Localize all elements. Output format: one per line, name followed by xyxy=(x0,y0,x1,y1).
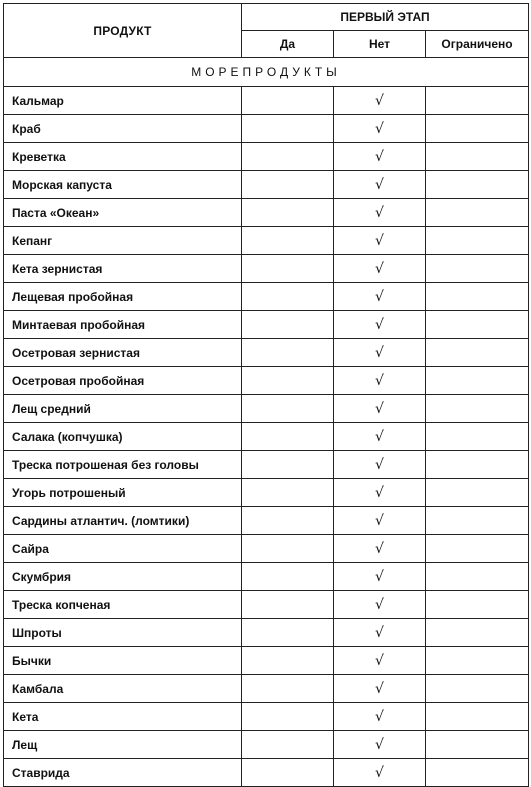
product-name-cell: Ставрида xyxy=(4,759,242,787)
yes-cell xyxy=(242,759,334,787)
yes-cell xyxy=(242,535,334,563)
limited-cell xyxy=(426,535,529,563)
yes-cell xyxy=(242,423,334,451)
table-row xyxy=(4,703,529,731)
limited-cell xyxy=(426,647,529,675)
no-cell: √ xyxy=(334,647,426,675)
no-cell: √ xyxy=(334,339,426,367)
yes-cell xyxy=(242,619,334,647)
table-row xyxy=(4,339,529,367)
no-cell: √ xyxy=(334,703,426,731)
header-limited: Ограничено xyxy=(426,31,529,58)
product-name-cell: Кета xyxy=(4,703,242,731)
no-cell: √ xyxy=(334,255,426,283)
product-name-cell: Салака (копчушка) xyxy=(4,423,242,451)
limited-cell xyxy=(426,227,529,255)
no-cell: √ xyxy=(334,143,426,171)
limited-cell xyxy=(426,395,529,423)
yes-cell xyxy=(242,143,334,171)
no-cell: √ xyxy=(334,479,426,507)
product-name-cell: Лещ xyxy=(4,731,242,759)
product-name-cell: Угорь потрошеный xyxy=(4,479,242,507)
no-cell: √ xyxy=(334,591,426,619)
no-cell: √ xyxy=(334,395,426,423)
yes-cell xyxy=(242,367,334,395)
document-page xyxy=(3,3,529,787)
product-name-cell: Сайра xyxy=(4,535,242,563)
yes-cell xyxy=(242,115,334,143)
limited-cell xyxy=(426,283,529,311)
no-cell: √ xyxy=(334,619,426,647)
header-product: ПРОДУКТ xyxy=(4,4,242,58)
no-cell: √ xyxy=(334,759,426,787)
table-row xyxy=(4,591,529,619)
table-row xyxy=(4,451,529,479)
limited-cell xyxy=(426,255,529,283)
table-row xyxy=(4,199,529,227)
limited-cell xyxy=(426,367,529,395)
table-row xyxy=(4,507,529,535)
yes-cell xyxy=(242,507,334,535)
no-cell: √ xyxy=(334,87,426,115)
table-row xyxy=(4,227,529,255)
limited-cell xyxy=(426,731,529,759)
product-stage-table xyxy=(3,3,529,787)
limited-cell xyxy=(426,171,529,199)
no-cell: √ xyxy=(334,563,426,591)
limited-cell xyxy=(426,311,529,339)
yes-cell xyxy=(242,479,334,507)
product-name-cell: Краб xyxy=(4,115,242,143)
product-name-cell: Шпроты xyxy=(4,619,242,647)
product-name-cell: Треска потрошеная без головы xyxy=(4,451,242,479)
no-cell: √ xyxy=(334,171,426,199)
yes-cell xyxy=(242,675,334,703)
yes-cell xyxy=(242,283,334,311)
table-row xyxy=(4,675,529,703)
yes-cell xyxy=(242,731,334,759)
table-row xyxy=(4,619,529,647)
no-cell: √ xyxy=(334,283,426,311)
table-row xyxy=(4,311,529,339)
yes-cell xyxy=(242,703,334,731)
limited-cell xyxy=(426,507,529,535)
yes-cell xyxy=(242,87,334,115)
header-first-stage: ПЕРВЫЙ ЭТАП xyxy=(242,4,529,31)
limited-cell xyxy=(426,143,529,171)
no-cell: √ xyxy=(334,675,426,703)
yes-cell xyxy=(242,647,334,675)
yes-cell xyxy=(242,255,334,283)
header-no: Нет xyxy=(334,31,426,58)
table-row xyxy=(4,395,529,423)
limited-cell xyxy=(426,479,529,507)
product-name-cell: Лещевая пробойная xyxy=(4,283,242,311)
product-name-cell: Кепанг xyxy=(4,227,242,255)
limited-cell xyxy=(426,199,529,227)
no-cell: √ xyxy=(334,451,426,479)
limited-cell xyxy=(426,703,529,731)
product-name-cell: Кальмар xyxy=(4,87,242,115)
no-cell: √ xyxy=(334,423,426,451)
product-name-cell: Сардины атлантич. (ломтики) xyxy=(4,507,242,535)
no-cell: √ xyxy=(334,367,426,395)
yes-cell xyxy=(242,199,334,227)
no-cell: √ xyxy=(334,507,426,535)
table-row xyxy=(4,535,529,563)
yes-cell xyxy=(242,563,334,591)
yes-cell xyxy=(242,311,334,339)
no-cell: √ xyxy=(334,227,426,255)
product-name-cell: Креветка xyxy=(4,143,242,171)
yes-cell xyxy=(242,171,334,199)
limited-cell xyxy=(426,563,529,591)
product-name-cell: Морская капуста xyxy=(4,171,242,199)
limited-cell xyxy=(426,451,529,479)
limited-cell xyxy=(426,87,529,115)
table-row xyxy=(4,647,529,675)
product-name-cell: Осетровая зернистая xyxy=(4,339,242,367)
product-name-cell: Минтаевая пробойная xyxy=(4,311,242,339)
product-name-cell: Лещ средний xyxy=(4,395,242,423)
table-row xyxy=(4,479,529,507)
product-name-cell: Треска копченая xyxy=(4,591,242,619)
yes-cell xyxy=(242,395,334,423)
header-yes: Да xyxy=(242,31,334,58)
limited-cell xyxy=(426,339,529,367)
limited-cell xyxy=(426,591,529,619)
product-name-cell: Осетровая пробойная xyxy=(4,367,242,395)
no-cell: √ xyxy=(334,535,426,563)
table-row xyxy=(4,87,529,115)
table-row xyxy=(4,367,529,395)
yes-cell xyxy=(242,451,334,479)
table-row xyxy=(4,171,529,199)
yes-cell xyxy=(242,227,334,255)
table-row xyxy=(4,759,529,787)
no-cell: √ xyxy=(334,731,426,759)
table-row xyxy=(4,731,529,759)
table-row xyxy=(4,115,529,143)
table-row xyxy=(4,423,529,451)
limited-cell xyxy=(426,759,529,787)
product-name-cell: Камбала xyxy=(4,675,242,703)
limited-cell xyxy=(426,619,529,647)
no-cell: √ xyxy=(334,115,426,143)
product-name-cell: Бычки xyxy=(4,647,242,675)
product-name-cell: Кета зернистая xyxy=(4,255,242,283)
yes-cell xyxy=(242,591,334,619)
yes-cell xyxy=(242,339,334,367)
table-row xyxy=(4,255,529,283)
limited-cell xyxy=(426,115,529,143)
limited-cell xyxy=(426,423,529,451)
table-row xyxy=(4,563,529,591)
section-title-seafood: МОРЕПРОДУКТЫ xyxy=(4,58,529,87)
no-cell: √ xyxy=(334,199,426,227)
product-name-cell: Скумбрия xyxy=(4,563,242,591)
limited-cell xyxy=(426,675,529,703)
table-row xyxy=(4,283,529,311)
no-cell: √ xyxy=(334,311,426,339)
product-name-cell: Паста «Океан» xyxy=(4,199,242,227)
table-row xyxy=(4,143,529,171)
